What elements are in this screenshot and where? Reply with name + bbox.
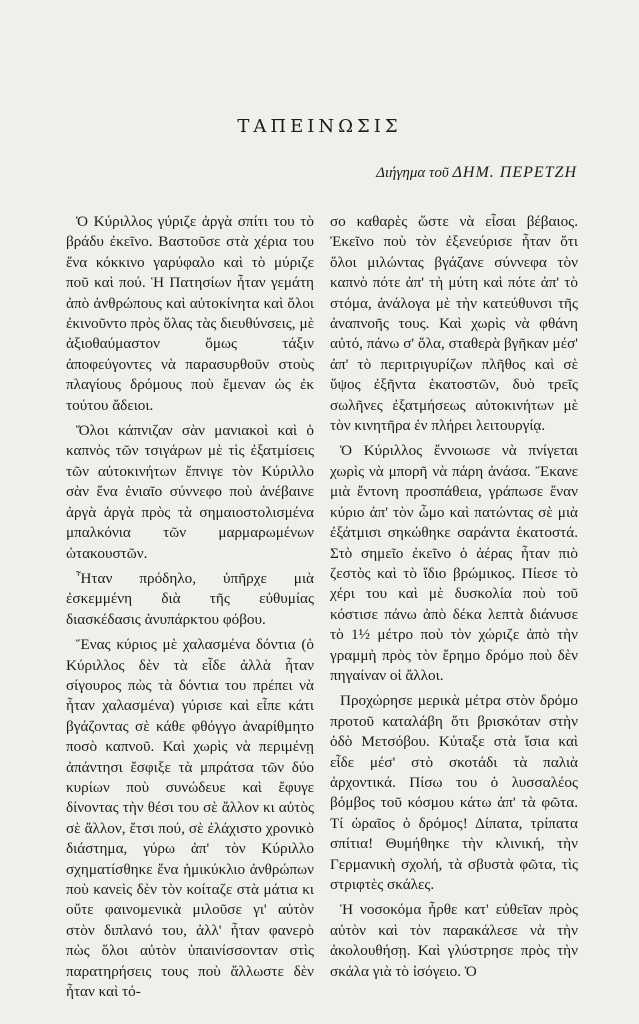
byline-prefix: Διήγημα τοῦ [376, 165, 449, 181]
paragraph: Προχώρησε μερικὰ μέτρα στὸν δρόμο προτοῦ καταλάβη ὅτι βρισκόταν στὴν ὁδὸ Μετσόβου. Κύταξε στὰ ἴσια καὶ εἶδε μέσ' στὸ σκοτάδι τὰ παλιὰ ἀρχοντικά. Πίσω του ὁ λυσσαλέος βόμβος τοῦ κόσμου κάτω ἀπ' τὰ φῶτα. Τί ὡραῖος ὁ δρόμος! Δίπατα, τρίπατα σπίτια! Θυμήθηκε τὴν κλινική, τὴν Γερμανικὴ σχολή, τὰ σβυστὰ φῶτα, τὶς στριφτὲς σκάλες. [330, 692, 578, 893]
paragraph: Ὁ Κύριλλος γύριζε ἀργὰ σπίτι του τὸ βράδυ ἐκεῖνο. Βαστοῦσε στὰ χέρια του ἕνα κόκκινο γαρύφαλο καὶ τὸ μύριζε ποῦ καὶ πού. Ἡ Πατησίων ἦταν γεμάτη ἀπὸ ἀνθρώπους καὶ αὐτοκίνητα καὶ ὅλοι ἐκινοῦντο πρὸς ὅλας τὰς διευθύνσεις, μὲ ἀξιοθαύμαστον ὅμως τάξιν ἀποφεύγοντες νὰ παρασυρθοῦν στοὺς πλαγίους δρόμους ποὺ ἔμεναν ὡς ἐκ τούτου ἄδειοι. [66, 213, 314, 414]
paragraph: Ἦταν πρόδηλο, ὑπῆρχε μιὰ ἐσκεμμένη διὰ τῆς εὐθυμίας διασκέδασις ἀνυπάρκτου φόβου. [66, 569, 314, 628]
right-column [330, 212, 578, 987]
byline [376, 164, 577, 182]
paragraph: Ὅλοι κάπνιζαν σὰν μανιακοὶ καὶ ὁ καπνὸς τῶν τσιγάρων μὲ τὶς ἐξατμίσεις τῶν αὐτοκινήτων ἔπνιγε τὸν Κύριλλο σὰν ἕνα ἑνιαῖο σύννεφο ποὺ ἀνέβαινε ἀργὰ ἀργὰ πρὸς τὰ σημαιοστολισμένα μπαλκόνια τῶν μαρμαρωμένων ὠτακουστῶν. [66, 422, 314, 562]
paragraph: Ἕνας κύριος μὲ χαλασμένα δόντια (ὁ Κύριλλος δὲν τὰ εἶδε ἀλλὰ ἦταν σίγουρος πὼς τὰ δόντια του πρέπει νὰ ἦταν χαλασμένα) γύρισε καὶ εἶπε κάτι βγάζοντας σὲ κάθε φθόγγο ἀναρίθμητο ποσὸ καπνοῦ. Καὶ χωρὶς νὰ περιμένῃ ἀπάντησι ἔσφιξε τὰ μπράτσα τῶν δύο κυρίων ποὺ συνώδευε καὶ ἔφυγε δίνοντας τὴν θέσι του σὲ ἄλλον κι αὐτὸς σὲ ἄλλον, ἔτσι πού, σὲ ἐλάχιστο χρονικὸ διάστημα, γύρω ἀπ' τὸν Κύριλλο σχηματίσθηκε ἕνα ἡμικύκλιο ἀνθρώπων ποὺ κανεὶς δὲν τὸν κοίταζε στὰ μάτια κι οὔτε φαινομενικὰ μιλοῦσε γι' αὐτὸν στὸν διπλανό του, ἀλλ' ἦταν φανερὸ πὼς ὅλοι αὐτὸν ὑπαινίσσονταν στὶς παρατηρήσεις τους ποὺ ἄλλωστε δὲν ἦταν καὶ τό- [66, 636, 314, 1001]
story-title: ΤΑΠΕΙΝΩΣΙΣ [237, 116, 402, 137]
paragraph: Ὁ Κύριλλος ἔννοιωσε νὰ πνίγεται χωρὶς νὰ μπορῆ νὰ πάρη ἀνάσα. Ἔκανε μιὰ ἔντονη προσπάθεια, γράπωσε ἕναν κύριο ἀπ' τὸν ὦμο καὶ πατώντας σὲ μιὰ ἐξάτμισι σηκώθηκε σαράντα ἑκατοστά. Στὸ σημεῖο ἐκεῖνο ὁ ἀέρας ἦταν πιὸ ζεστὸς καὶ τὸ ἴδιο βρώμικος. Πίεσε τὸ χέρι του καὶ μὲ δυσκολία ποὺ τοῦ κόστισε πάνω ἀπὸ δέκα λεπτὰ διάνυσε τὸ 1½ μέτρο ποὺ τὸν χώριζε ἀπὸ τὴν γραμμὴ πρὸς τὸν ἔρημο δρόμο ποὺ δὲν πηγαίναν οἱ ἄλλοι. [330, 442, 578, 684]
left-column [66, 212, 314, 1007]
paragraph: σο καθαρὲς ὥστε νὰ εἶσαι βέβαιος. Ἐκεῖνο ποὺ τὸν ἐξενεύρισε ἦταν ὅτι ὅλοι μιλώντας βγάζανε σύννεφα τὸν καπνὸ πότε ἀπ' τὴ μύτη καὶ πότε ἀπ' τὸ στόμα, ἀνάλογα μὲ τὴν κατεύθυνσι τῆς ἀναπνοῆς τους. Καὶ χωρὶς νὰ φθάνη αὐτό, πάνω σ' ὅλα, σταθερὰ βγῆκαν μέσ' ἀπ' τὸ περιτριγυρίζων πλῆθος καὶ σὲ ὕψος ἐξῆντα ἑκατοστῶν, δυὸ τρεῖς σωλῆνες ἐξατμήσεως αὐτοκινήτων μὲ τὸν κινητῆρα ἐν πλήρει λειτουργίᾳ. [330, 213, 578, 435]
paragraph: Ἡ νοσοκόμα ἦρθε κατ' εὐθεῖαν πρὸς αὐτὸν καὶ τὸν παρακάλεσε νὰ τὴν ἀκολουθήσῃ. Καὶ γλύστρησε πρὸς τὴν σκάλα γιὰ τὸ ἰσόγειο. Ὁ [330, 901, 578, 980]
byline-author: ΔΗΜ. ΠΕΡΕΤΖΗ [452, 164, 577, 181]
